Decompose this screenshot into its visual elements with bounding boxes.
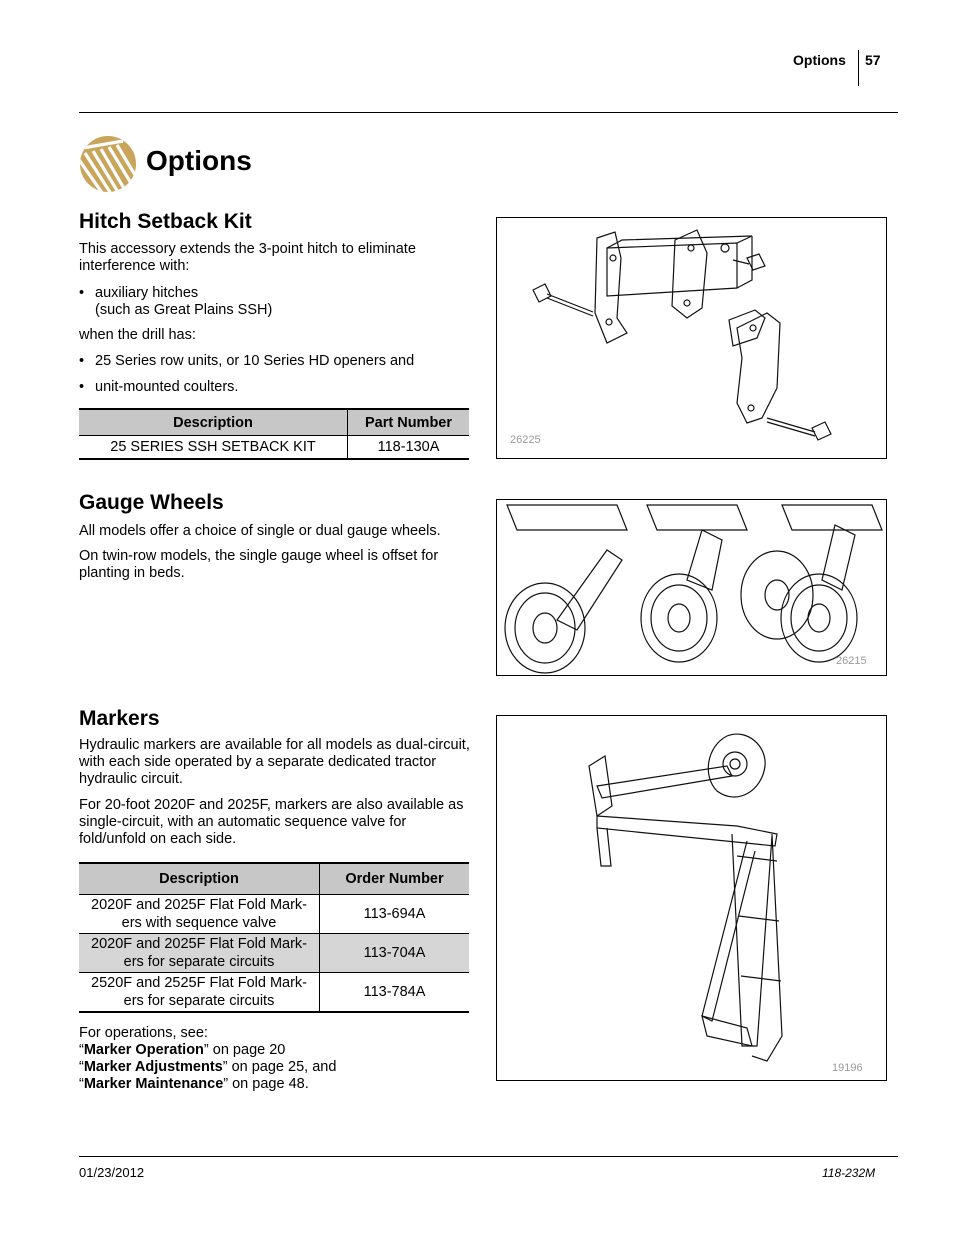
hitch-figure	[496, 217, 887, 459]
hitch-bullet-2-text: 25 Series row units, or 10 Series HD openers and	[95, 353, 415, 369]
header-divider	[858, 50, 859, 86]
hitch-setback-illustration	[497, 218, 886, 458]
column-header: Description	[79, 863, 320, 895]
reference-marker-adjustments[interactable]: “Marker Adjustments” on page 25, and	[79, 1059, 337, 1075]
hitch-table	[79, 408, 469, 460]
cell-line: 2020F and 2025F Flat Fold Mark-	[91, 936, 307, 952]
table-cell: 113-704A	[363, 945, 426, 961]
column-header: Part Number	[348, 409, 470, 436]
cell-line: 2020F and 2025F Flat Fold Mark-	[91, 897, 307, 913]
table-cell: 118-130A	[377, 439, 440, 455]
gauge-wheels-illustration	[497, 500, 886, 675]
hitch-bullet-3: • unit-mounted coulters.	[79, 379, 239, 395]
gauge-paragraph-1: All models offer a choice of single or dual gauge wheels.	[79, 523, 441, 539]
table-row	[79, 436, 469, 460]
bottom-rule	[79, 1156, 898, 1157]
markers-paragraph-1: Hydraulic markers are available for all models as dual-circuit, with each side operated by a separate dedicated tractor hydraulic circuit.	[79, 737, 470, 787]
table-cell	[79, 973, 320, 1013]
marker-arm-illustration	[497, 716, 886, 1080]
footer-document-number: 118-232M	[822, 1166, 876, 1180]
table-row	[79, 934, 469, 973]
table-cell: 113-784A	[363, 984, 426, 1000]
reference-marker-operation[interactable]: “Marker Operation” on page 20	[79, 1042, 286, 1058]
page-title: Options	[146, 145, 252, 176]
top-rule	[79, 112, 898, 113]
hitch-bullet-2: • 25 Series row units, or 10 Series HD openers and	[79, 353, 415, 369]
table-cell: 113-694A	[363, 906, 426, 922]
operations-references	[79, 1025, 336, 1093]
hitch-intro: This accessory extends the 3-point hitch to eliminate interference with:	[79, 241, 416, 274]
table-header-row	[79, 863, 469, 895]
reference-marker-maintenance[interactable]: “Marker Maintenance” on page 48.	[79, 1076, 309, 1092]
table-row	[79, 973, 469, 1013]
great-plains-logo-icon	[79, 135, 137, 193]
header-page-number: 57	[865, 52, 881, 68]
column-header: Order Number	[320, 863, 470, 895]
hitch-when: when the drill has:	[79, 327, 196, 343]
gauge-heading: Gauge Wheels	[79, 491, 224, 514]
cell-line: 2520F and 2525F Flat Fold Mark-	[91, 975, 307, 991]
table-row	[79, 895, 469, 934]
table-header-row	[79, 409, 469, 436]
column-header: Description	[79, 409, 348, 436]
hitch-bullet-1-line2: (such as Great Plains SSH)	[95, 302, 273, 318]
markers-table	[79, 862, 469, 1013]
gauge-paragraph-2: On twin-row models, the single gauge wheel is offset for planting in beds.	[79, 548, 439, 581]
figure-number: 19196	[832, 1062, 863, 1074]
cell-line: ers for separate circuits	[123, 954, 275, 970]
footer-date: 01/23/2012	[79, 1165, 145, 1180]
header-section-title: Options	[793, 52, 846, 68]
table-cell	[79, 934, 320, 973]
operations-see: For operations, see:	[79, 1025, 208, 1041]
table-cell: 25 SERIES SSH SETBACK KIT	[79, 436, 348, 460]
cell-line: ers for separate circuits	[123, 993, 275, 1009]
markers-heading: Markers	[79, 707, 160, 730]
hitch-bullet-1: • auxiliary hitches (such as Great Plains SSH)	[79, 285, 273, 318]
hitch-heading: Hitch Setback Kit	[79, 210, 252, 233]
figure-number: 26215	[836, 655, 867, 667]
hitch-bullet-1-line1: auxiliary hitches	[95, 285, 199, 301]
markers-paragraph-2: For 20-foot 2020F and 2025F, markers are also available as single-circuit, with an automatic sequence valve for fold/unfold on each side.	[79, 797, 464, 847]
figure-number: 26225	[510, 434, 541, 446]
hitch-bullet-3-text: unit-mounted coulters.	[95, 379, 239, 395]
gauge-figure	[496, 499, 887, 676]
markers-figure	[496, 715, 887, 1081]
cell-line: ers with sequence valve	[121, 915, 277, 931]
table-cell	[79, 895, 320, 934]
